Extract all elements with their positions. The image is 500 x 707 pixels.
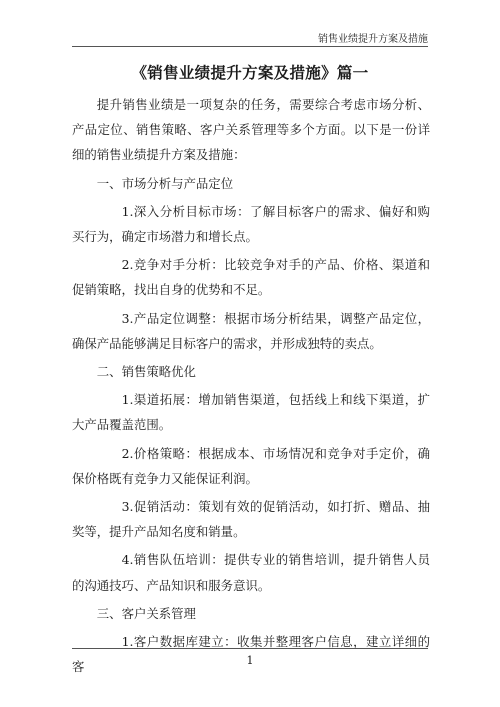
- list-item: 3.促销活动：策划有效的促销活动，如打折、赠品、抽奖等，提升产品知名度和销量。: [72, 499, 430, 540]
- document-body: [72, 92, 430, 682]
- section-heading-customer-relations: 三、客户关系管理: [96, 605, 196, 621]
- list-item: 4.销售队伍培训：提供专业的销售培训，提升销售人员的沟通技巧、产品知识和服务意识。: [72, 552, 430, 593]
- header-title: 销售业绩提升方案及措施: [318, 34, 428, 45]
- page-number: 1: [246, 654, 254, 667]
- section-heading-market: 一、市场分析与产品定位: [96, 175, 234, 191]
- list-item: 1.深入分析目标市场：了解目标客户的需求、偏好和购买行为，确定市场潜力和增长点。: [72, 203, 430, 245]
- list-item: 2.价格策略：根据成本、市场情况和竞争对手定价，确保价格既有竞争力又能保证利润。: [72, 445, 430, 486]
- list-item: 2.竞争对手分析：比较竞争对手的产品、价格、渠道和促销策略，找出自身的优势和不足。: [72, 257, 430, 298]
- list-item: 1.客户数据库建立：收集并整理客户信息，建立详细的客: [72, 634, 430, 675]
- footer-divider: [72, 648, 428, 649]
- intro-paragraph: 提升销售业绩是一项复杂的任务，需要综合考虑市场分析、产品定位、销售策略、客户关系管理等多个方面。以下是一份详细的销售业绩提升方案及措施：: [72, 97, 430, 163]
- list-item: 3.产品定位调整：根据市场分析结果，调整产品定位，确保产品能够满足目标客户的需求，并形成独特的卖点。: [72, 310, 430, 351]
- list-item: 1.渠道拓展：增加销售渠道，包括线上和线下渠道，扩大产品覆盖范围。: [72, 392, 430, 433]
- header-divider: [72, 46, 428, 47]
- section-heading-sales-strategy: 二、销售策略优化: [96, 364, 196, 380]
- document-title: 《销售业绩提升方案及措施》篇一: [131, 63, 369, 82]
